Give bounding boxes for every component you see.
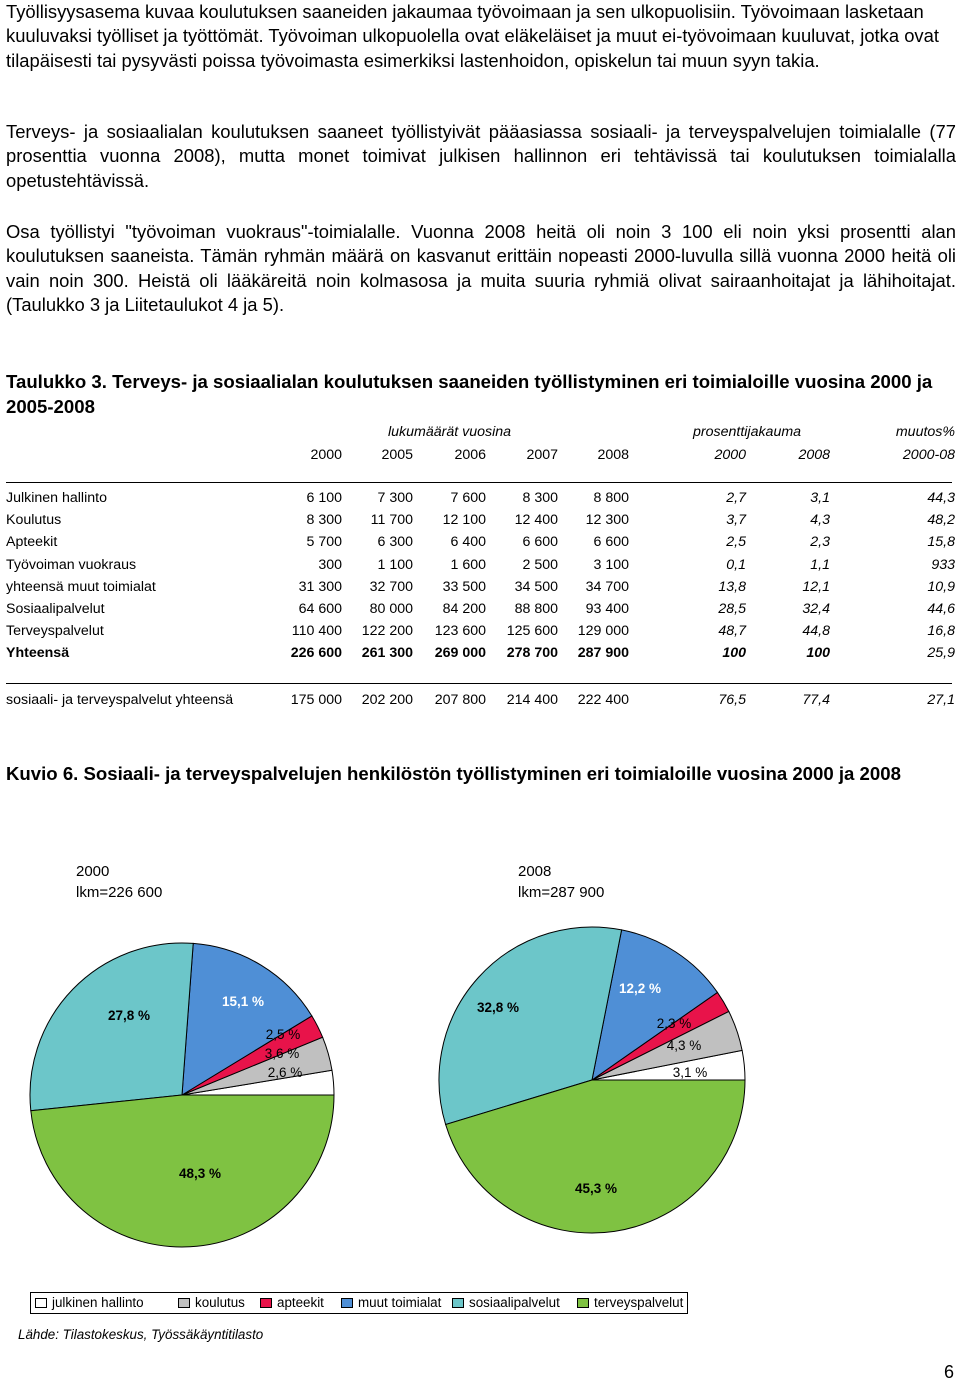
legend-swatch [35,1298,47,1308]
row-value: 2 500 [522,556,558,573]
pie-data-label: 45,3 % [574,1181,618,1196]
intro-paragraph: Työllisyysasema kuvaa koulutuksen saaneiden jakaumaa työvoimaan ja sen ulkopuolisiin. Työvoimaan lasketaan kuuluvaksi työlliset ja työttömät. Työvoiman ulkopuolella ovat eläkeläiset ja muut ei-työvoimaan kuuluvat, jotka ovat tilapäisesti tai pysyvästi poissa työvoimasta esimerkiksi lastenhoidon, opiskelun tai muun syyn takia. [6,1,939,71]
footer-value: 27,1 [927,692,955,708]
pie-data-label: 2,3 % [656,1016,692,1031]
row-value: 80 000 [369,601,413,617]
row-label: Apteekit [6,534,58,551]
pie-data-label: 48,3 % [178,1166,222,1181]
row-value: 5 700 [306,534,342,551]
row-value: 1 100 [377,556,413,573]
pie-data-label: 12,2 % [618,981,662,996]
row-value: 7 600 [450,490,486,506]
year-header: 2008 [798,447,830,463]
footer-value: 76,5 [718,692,746,708]
row-value: 100 [722,645,746,662]
legend-label: apteekit [277,1295,324,1310]
footer-value: 77,4 [802,692,830,708]
row-value: 11 700 [370,512,413,529]
row-value: 16,8 [927,623,955,640]
legend-item [452,1295,560,1310]
row-value: 2,5 [726,534,746,551]
row-value: 15,8 [927,534,955,551]
row-value: 0,1 [726,556,746,573]
pie-subtitle: lkm=287 900 [518,884,605,901]
pie-data-label: 27,8 % [107,1008,151,1023]
chart-legend [30,1292,688,1314]
year-header: 2005 [381,447,413,463]
row-value: 2,3 [810,534,830,551]
row-label: Julkinen hallinto [6,490,107,506]
row-label: Työvoiman vuokraus [6,556,137,573]
row-value: 122 200 [361,623,413,640]
row-value: 3 100 [593,556,629,573]
row-value: 110 400 [291,623,342,640]
row-value: 12 400 [514,512,558,529]
group-header-change: muutos% [895,424,955,440]
table-rule [6,482,952,483]
row-value: 48,2 [927,512,955,529]
group-header-percent: prosenttijakauma [693,424,802,440]
row-value: 32,4 [802,601,830,617]
row-value: 34 500 [514,578,558,595]
row-value: 3,7 [726,512,746,529]
legend-swatch [452,1298,464,1308]
pie-data-label: 3,6 % [264,1046,300,1061]
pie-data-label: 15,1 % [221,994,265,1009]
row-value: 28,5 [718,601,746,617]
year-header: 2000-08 [902,447,955,463]
row-value: 3,1 [810,490,830,506]
row-value: 12,1 [802,578,830,595]
row-value: 125 600 [506,623,558,640]
footer-value: 175 000 [290,692,342,708]
legend-swatch [341,1298,353,1308]
row-value: 8 300 [306,512,342,529]
row-label: yhteensä muut toimialat [6,578,156,595]
row-value: 278 700 [506,645,558,662]
row-value: 226 600 [290,645,342,662]
row-value: 129 000 [577,623,629,640]
footer-value: 222 400 [577,692,629,708]
year-header: 2000 [714,447,746,463]
row-value: 31 300 [298,578,342,595]
row-value: 269 000 [434,645,486,662]
legend-label: sosiaalipalvelut [469,1295,560,1310]
pie-data-label: 3,1 % [672,1065,708,1080]
row-value: 48,7 [718,623,746,640]
row-value: 88 800 [514,601,558,617]
pie-charts [0,850,960,1290]
row-label: Yhteensä [6,645,70,662]
pie-data-label: 2,6 % [267,1065,303,1080]
row-value: 10,9 [927,578,955,595]
year-header: 2006 [454,447,486,463]
row-value: 64 600 [298,601,342,617]
row-value: 123 600 [434,623,486,640]
row-value: 93 400 [585,601,629,617]
row-value: 6 600 [522,534,558,551]
footer-label: sosiaali- ja terveyspalvelut yhteensä [6,692,234,708]
legend-item [260,1295,324,1310]
row-value: 300 [318,556,342,573]
row-value: 6 400 [450,534,486,551]
group-header-counts: lukumäärät vuosina [388,424,512,440]
legend-swatch [577,1298,589,1308]
pie-data-label: 2,5 % [265,1027,301,1042]
legend-item [178,1295,245,1310]
legend-label: koulutus [195,1295,245,1310]
year-header: 2000 [310,447,342,463]
legend-label: terveyspalvelut [594,1295,684,1310]
footer-value: 207 800 [434,692,486,708]
legend-label: muut toimialat [358,1295,442,1310]
row-value: 44,6 [927,601,955,617]
legend-item [35,1295,144,1310]
pie-title: 2000 [76,863,110,880]
table-rule [6,683,952,684]
row-value: 8 800 [593,490,629,506]
row-value: 44,8 [802,623,830,640]
row-value: 6 300 [377,534,413,551]
row-value: 6 100 [306,490,342,506]
source-note: Lähde: Tilastokeskus, Työssäkäyntitilasto [18,1327,264,1342]
row-value: 84 200 [442,601,486,617]
row-value: 1,1 [810,556,830,573]
legend-label: julkinen hallinto [52,1295,144,1310]
row-value: 100 [806,645,830,662]
row-value: 44,3 [927,490,955,506]
row-value: 1 600 [450,556,486,573]
footer-value: 202 200 [361,692,413,708]
row-value: 933 [931,556,955,573]
footer-value: 214 400 [506,692,558,708]
legend-swatch [260,1298,272,1308]
row-label: Terveyspalvelut [6,623,104,640]
table-caption: Taulukko 3. Terveys- ja sosiaalialan koulutuksen saaneiden työllistyminen eri toimialoille vuosina 2000 ja 2005-2008 [6,371,933,417]
employment-table [0,420,960,720]
pie-data-label: 32,8 % [476,1000,520,1015]
row-value: 12 100 [442,512,486,529]
row-value: 8 300 [522,490,558,506]
pie-title: 2008 [518,863,552,880]
employment-paragraph: Terveys- ja sosiaalialan koulutuksen saaneet työllistyivät pääasiassa sosiaali- ja terveyspalvelujen toimialalle (77 prosenttia vuonna 2008), mutta monet toimivat julkisen hallinnon eri tehtävissä tai koulutuksen toimialalla opetustehtävissä. [6,121,956,191]
row-value: 7 300 [377,490,413,506]
pie-subtitle: lkm=226 600 [76,884,163,901]
pie-data-label: 4,3 % [666,1038,702,1053]
row-value: 34 700 [585,578,629,595]
year-header: 2007 [526,447,558,463]
row-label: Koulutus [6,512,62,529]
figure-caption: Kuvio 6. Sosiaali- ja terveyspalvelujen henkilöstön työllistyminen eri toimialoille vuosina 2000 ja 2008 [6,763,901,784]
row-value: 12 300 [585,512,629,529]
row-value: 2,7 [726,490,746,506]
row-value: 261 300 [361,645,413,662]
row-value: 13,8 [718,578,746,595]
legend-swatch [178,1298,190,1308]
page-number: 6 [943,1362,954,1382]
year-header: 2008 [597,447,629,463]
row-value: 287 900 [577,645,629,662]
row-value: 4,3 [810,512,830,529]
row-value: 6 600 [593,534,629,551]
pie-slice-sosiaalipalvelut [30,943,193,1111]
row-value: 33 500 [442,578,486,595]
legend-item [341,1295,441,1310]
row-label: Sosiaalipalvelut [6,601,105,617]
legend-item [577,1295,683,1310]
row-value: 25,9 [927,645,955,662]
staffing-paragraph: Osa työllistyi "työvoiman vuokraus"-toimialalle. Vuonna 2008 heitä oli noin 3 100 eli noin yksi prosentti alan koulutuksen saaneista. Tämän ryhmän määrä on kasvanut erittäin nopeasti 2000-luvulla sillä vuonna 2000 heitä oli vain noin 300. Heistä oli lääkäreitä noin kolmasosa ja muita suuria ryhmiä olivat sairaanhoitajat ja lähihoitajat. (Taulukko 3 ja Liitetaulukot 4 ja 5). [6,221,956,315]
row-value: 32 700 [369,578,413,595]
